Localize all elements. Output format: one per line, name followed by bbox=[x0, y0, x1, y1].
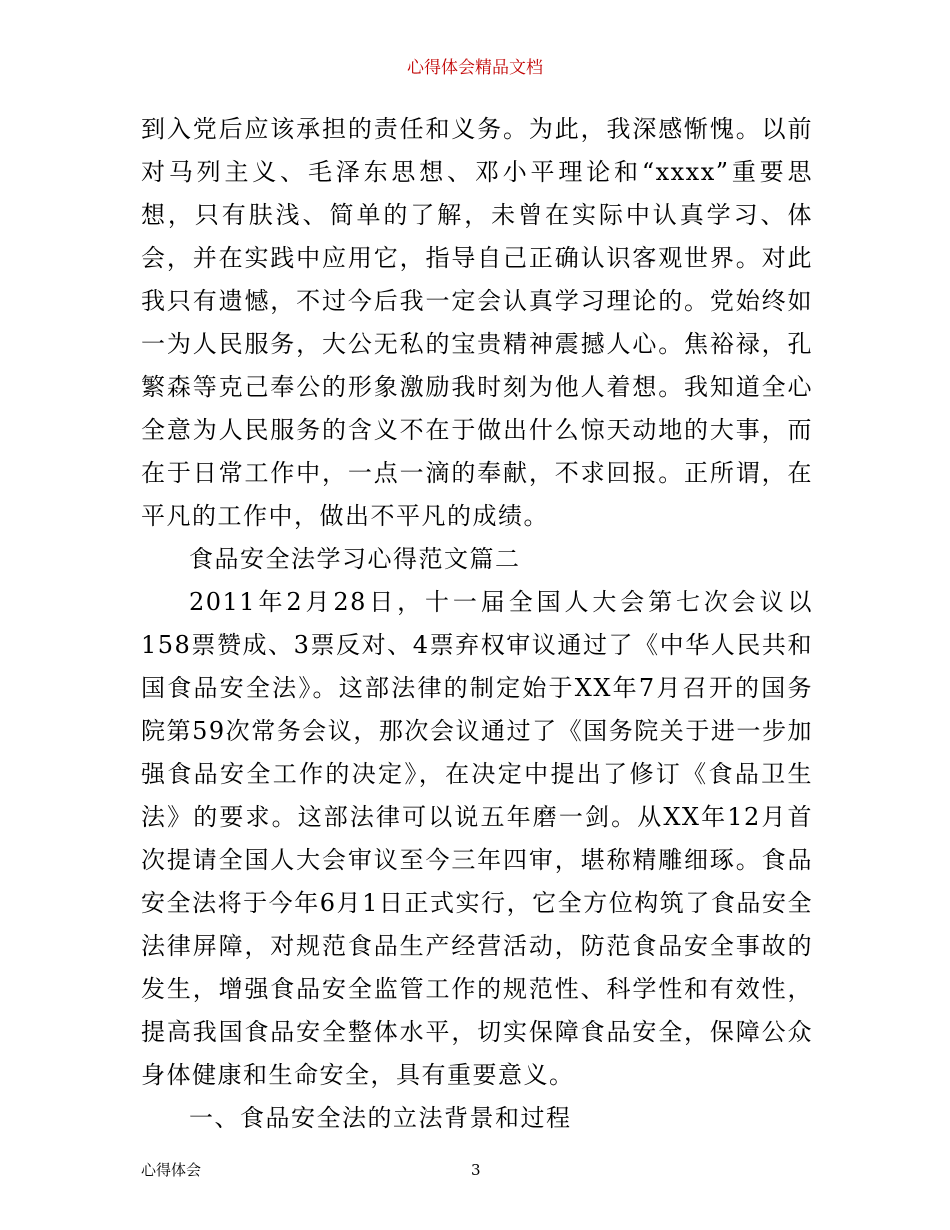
section-heading-1: 一、食品安全法的立法背景和过程 bbox=[189, 1104, 572, 1132]
footer-label: 心得体会 bbox=[141, 1161, 202, 1179]
section-title: 食品安全法学习心得范文篇二 bbox=[189, 545, 521, 573]
page-header-title: 心得体会精品文档 bbox=[407, 58, 543, 78]
paragraph-law-passage: 2011年2月28日，十一届全国人大会第七次会议以158票赞成、3票反对、4票弃权审议通过了《中华人民共和国食品安全法》。这部法律的制定始于XX年7月召开的国务院第59次常务会议，那次会议通过了《国务院关于进一步加强食品安全工作的决定》，在决定中提出了修订《食品卫生法》的要求。这部法律可以说五年磨一剑。从XX年12月首次提请全国人大会审议至今三年四审，堪称精雕细琢。食品安全法将于今年6月1日正式实行，它全方位构筑了食品安全法律屏障，对规范食品生产经营活动，防范食品安全事故的发生，增强食品安全监管工作的规范性、科学性和有效性，提高我国食品安全整体水平，切实保障食品安全，保障公众身体健康和生命安全，具有重要意义。 bbox=[141, 588, 813, 1089]
page-number: 3 bbox=[471, 1161, 481, 1179]
page-footer bbox=[141, 1159, 813, 1181]
document-body bbox=[141, 108, 813, 1140]
paragraph-continued: 到入党后应该承担的责任和义务。为此，我深感惭愧。以前对马列主义、毛泽东思想、邓小平理论和“xxxx”重要思想，只有肤浅、简单的了解，未曾在实际中认真学习、体会，并在实践中应用它，指导自己正确认识客观世界。对此我只有遗憾，不过今后我一定会认真学习理论的。党始终如一为人民服务，大公无私的宝贵精神震撼人心。焦裕禄，孔繁森等克己奉公的形象激励我时刻为他人着想。我知道全心全意为人民服务的含义不在于做出什么惊天动地的大事，而在于日常工作中，一点一滴的奉献，不求回报。正所谓，在平凡的工作中，做出不平凡的成绩。 bbox=[141, 115, 813, 530]
